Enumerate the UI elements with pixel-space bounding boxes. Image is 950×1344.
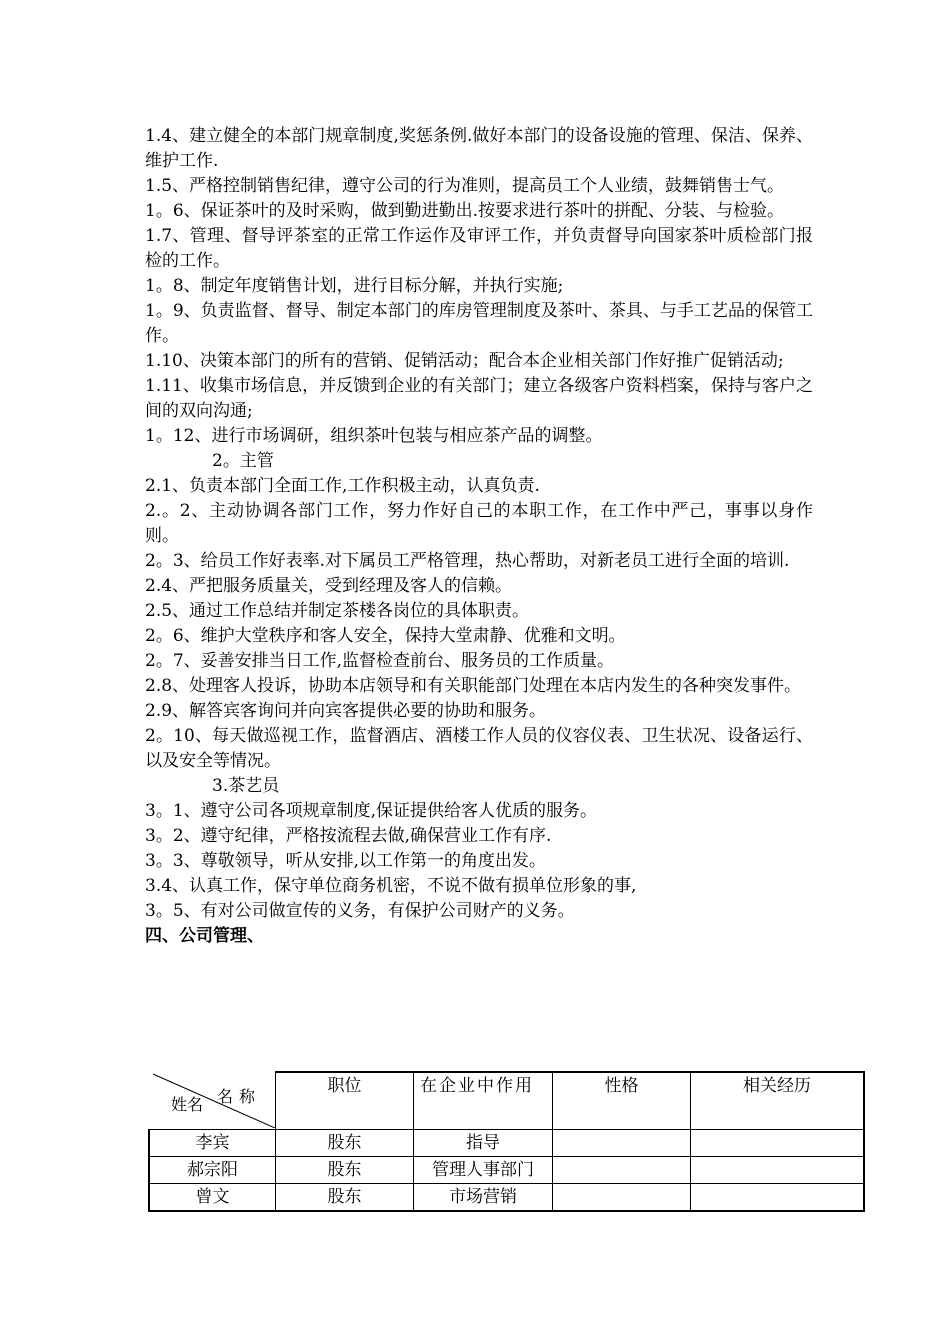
paragraph-1-7: 1.7、管理、督导评茶室的正常工作运作及审评工作，并负责督导向国家茶叶质检部门报检的工作。 xyxy=(145,226,813,271)
paragraph-1-12: 1。12、进行市场调研，组织茶叶包装与相应茶产品的调整。 xyxy=(145,426,603,446)
table-row xyxy=(149,1130,864,1157)
cell-personality xyxy=(553,1130,691,1157)
corner-header-cell xyxy=(149,1072,276,1130)
header-role: 在企业中作用 xyxy=(414,1072,553,1130)
paragraph-3-2: 3。2、遵守纪律，严格按流程去做,确保营业工作有序. xyxy=(145,826,552,846)
paragraph-1-4: 1.4、建立健全的本部门规章制度,奖惩条例.做好本部门的设备设施的管理、保洁、保养、维护工作. xyxy=(145,126,813,171)
cell-experience xyxy=(691,1130,865,1157)
paragraph-2-9: 2.9、解答宾客询问并向宾客提供必要的协助和服务。 xyxy=(145,701,547,721)
cell-experience xyxy=(691,1184,865,1212)
section-title-supervisor: 2。主管 xyxy=(212,451,274,471)
paragraph-2-4: 2.4、严把服务质量关，受到经理及客人的信赖。 xyxy=(145,576,513,596)
paragraph-1-5: 1.5、严格控制销售纪律，遵守公司的行为准则，提高员工个人业绩，鼓舞销售士气。 xyxy=(145,176,785,196)
header-experience: 相关经历 xyxy=(691,1072,865,1130)
paragraph-2-7: 2。7、妥善安排当日工作,监督检查前台、服务员的工作质量。 xyxy=(145,651,615,671)
paragraph-2-6: 2。6、维护大堂秩序和客人安全，保持大堂肃静、优雅和文明。 xyxy=(145,626,626,646)
cell-role: 指导 xyxy=(414,1130,553,1157)
table-row xyxy=(149,1184,864,1212)
paragraph-2-10: 2。10、每天做巡视工作，监督酒店、酒楼工作人员的仪容仪表、卫生状况、设备运行、以及安全等情况。 xyxy=(145,726,813,771)
paragraph-3-5: 3。5、有对公司做宣传的义务，有保护公司财产的义务。 xyxy=(145,901,575,921)
cell-personality xyxy=(553,1157,691,1184)
cell-position: 股东 xyxy=(276,1184,414,1212)
section-title-tea-artist: 3.茶艺员 xyxy=(212,776,280,796)
paragraph-3-4: 3.4、认真工作，保守单位商务机密，不说不做有损单位形象的事, xyxy=(145,876,637,896)
document-body xyxy=(145,124,813,949)
cell-role: 市场营销 xyxy=(414,1184,553,1212)
cell-role: 管理人事部门 xyxy=(414,1157,553,1184)
header-personality: 性格 xyxy=(553,1072,691,1130)
corner-label-top: 名称 xyxy=(216,1087,261,1106)
paragraph-2-1: 2.1、负责本部门全面工作,工作积极主动，认真负责. xyxy=(145,476,540,496)
paragraph-2-3: 2。3、给员工作好表率.对下属员工严格管理，热心帮助，对新老员工进行全面的培训. xyxy=(145,551,790,571)
table-header-row xyxy=(149,1072,864,1130)
cell-personality xyxy=(553,1184,691,1212)
header-position: 职位 xyxy=(276,1072,414,1130)
cell-position: 股东 xyxy=(276,1157,414,1184)
paragraph-1-10: 1.10、决策本部门的所有的营销、促销活动；配合本企业相关部门作好推广促销活动; xyxy=(145,351,784,371)
paragraph-3-1: 3。1、遵守公司各项规章制度,保证提供给客人优质的服务。 xyxy=(145,801,598,821)
paragraph-2-8: 2.8、处理客人投诉，协助本店领导和有关职能部门处理在本店内发生的各种突发事件。 xyxy=(145,676,802,696)
cell-name: 曾文 xyxy=(149,1184,276,1212)
cell-name: 李宾 xyxy=(149,1130,276,1157)
paragraph-1-8: 1。8、制定年度销售计划，进行目标分解，并执行实施; xyxy=(145,276,564,296)
cell-position: 股东 xyxy=(276,1130,414,1157)
cell-name: 郝宗阳 xyxy=(149,1157,276,1184)
paragraph-3-3: 3。3、尊敬领导，听从安排,以工作第一的角度出发。 xyxy=(145,851,547,871)
paragraph-1-11: 1.11、收集市场信息，并反馈到企业的有关部门；建立各级客户资料档案，保持与客户之间的双向沟通; xyxy=(145,376,813,421)
management-table xyxy=(148,1071,865,1212)
section-heading-company-management: 四、公司管理、 xyxy=(145,926,264,946)
cell-experience xyxy=(691,1157,865,1184)
table-row xyxy=(149,1157,864,1184)
corner-label-bottom: 姓名 xyxy=(171,1095,204,1114)
paragraph-1-9: 1。9、负责监督、督导、制定本部门的库房管理制度及茶叶、茶具、与手工艺品的保管工作。 xyxy=(145,301,813,346)
paragraph-2-5: 2.5、通过工作总结并制定茶楼各岗位的具体职责。 xyxy=(145,601,530,621)
paragraph-2-2: 2.。2、主动协调各部门工作，努力作好自己的本职工作，在工作中严己，事事以身作则。 xyxy=(145,501,813,546)
paragraph-1-6: 1。6、保证茶叶的及时采购，做到勤进勤出.按要求进行茶叶的拼配、分装、与检验。 xyxy=(145,201,785,221)
